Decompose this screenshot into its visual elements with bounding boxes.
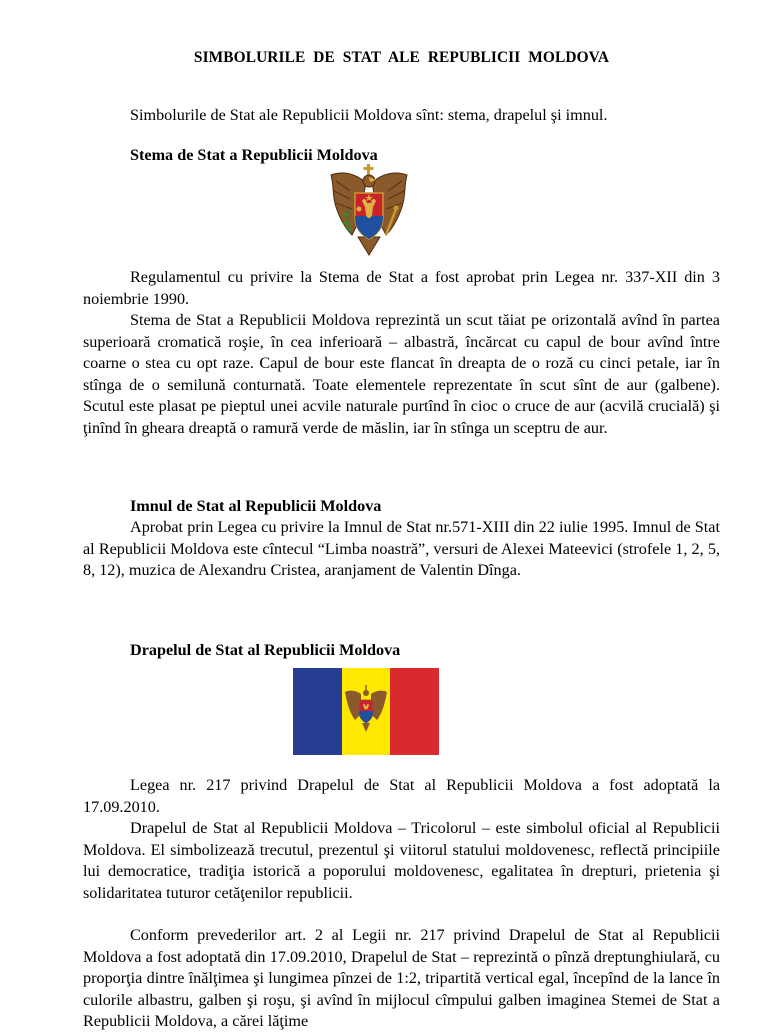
- coat-of-arms-icon: [328, 163, 410, 257]
- flag-paragraph-1: Legea nr. 217 privind Drapelul de Stat al Republicii Moldova a fost adoptată la 17.09.2010.: [83, 776, 720, 816]
- document-title: SIMBOLURILE DE STAT ALE REPUBLICII MOLDOVA: [193, 49, 610, 66]
- flag-paragraph-3: Conform prevederilor art. 2 al Legii nr. 217 privind Drapelul de Stat al Republicii Moldova a fost adoptată din 17.09.2010, Drapelul de Stat – reprezintă o pînză dreptunghiulară, cu proporţia dintre înălţimea şi lungimea pînzei de 1:2, tripartită vertical egal, începînd de la lance în culorile albastru, galben şi roşu, şi avînd în mijlocul cîmpului galben imaginea Stemei de Stat a Republicii Moldova, a cărei lăţime: [83, 926, 720, 1030]
- coat-paragraph-1: Regulamentul cu privire la Stema de Stat a fost aprobat prin Legea nr. 337-XII din 3 noiembrie 1990.: [83, 268, 720, 308]
- intro-paragraph: Simbolurile de Stat ale Republicii Moldova sînt: stema, drapelul şi imnul.: [130, 106, 608, 124]
- anthem-paragraph-1: Aprobat prin Legea cu privire la Imnul de Stat nr.571-XIII din 22 iulie 1995. Imnul de Stat al Republicii Moldova este cîntecul “Limba noastră”, versuri de Alexei Mateevici (strofele 1, 2, 5, 8, 12), muzica de Alexandru Cristea, aranjament de Valentin Dînga.: [83, 518, 720, 579]
- flag-stripe-blue: [293, 668, 342, 755]
- anthem-heading: Imnul de Stat al Republicii Moldova: [130, 497, 382, 515]
- flag-paragraph-2: Drapelul de Stat al Republicii Moldova – Tricolorul – este simbolul oficial al Republicii Moldova. El simbolizează trecutul, prezentul şi viitorul statului moldovenesc, reflectă principiile lui democratice, tradiţia istorică a poporului moldovenesc, egalitatea în drepturi, prietenia şi solidaritatea tuturor cetăţenilor republicii.: [83, 819, 720, 902]
- flag-stripe-red: [390, 668, 439, 755]
- coat-heading: Stema de Stat a Republicii Moldova: [130, 146, 378, 164]
- moldova-flag-icon: [293, 668, 439, 755]
- coat-paragraph-2: Stema de Stat a Republicii Moldova reprezintă un scut tăiat pe orizontală avînd în partea superioară cromatică roşie, în cea inferioară – albastră, încărcat cu capul de bour avînd între coarne o stea cu opt raze. Capul de bour este flancat în dreapta de o roză cu cinci petale, iar în stînga de o semilună conturnată. Toate elementele reprezentate în scut sînt de aur (galbene). Scutul este plasat pe pieptul unei acvile naturale purtînd în cioc o cruce de aur (acvilă crucială) şi ţinînd în gheara dreaptă o ramură verde de măslin, iar în stînga un sceptru de aur.: [83, 311, 720, 437]
- flag-heading: Drapelul de Stat al Republicii Moldova: [130, 641, 401, 659]
